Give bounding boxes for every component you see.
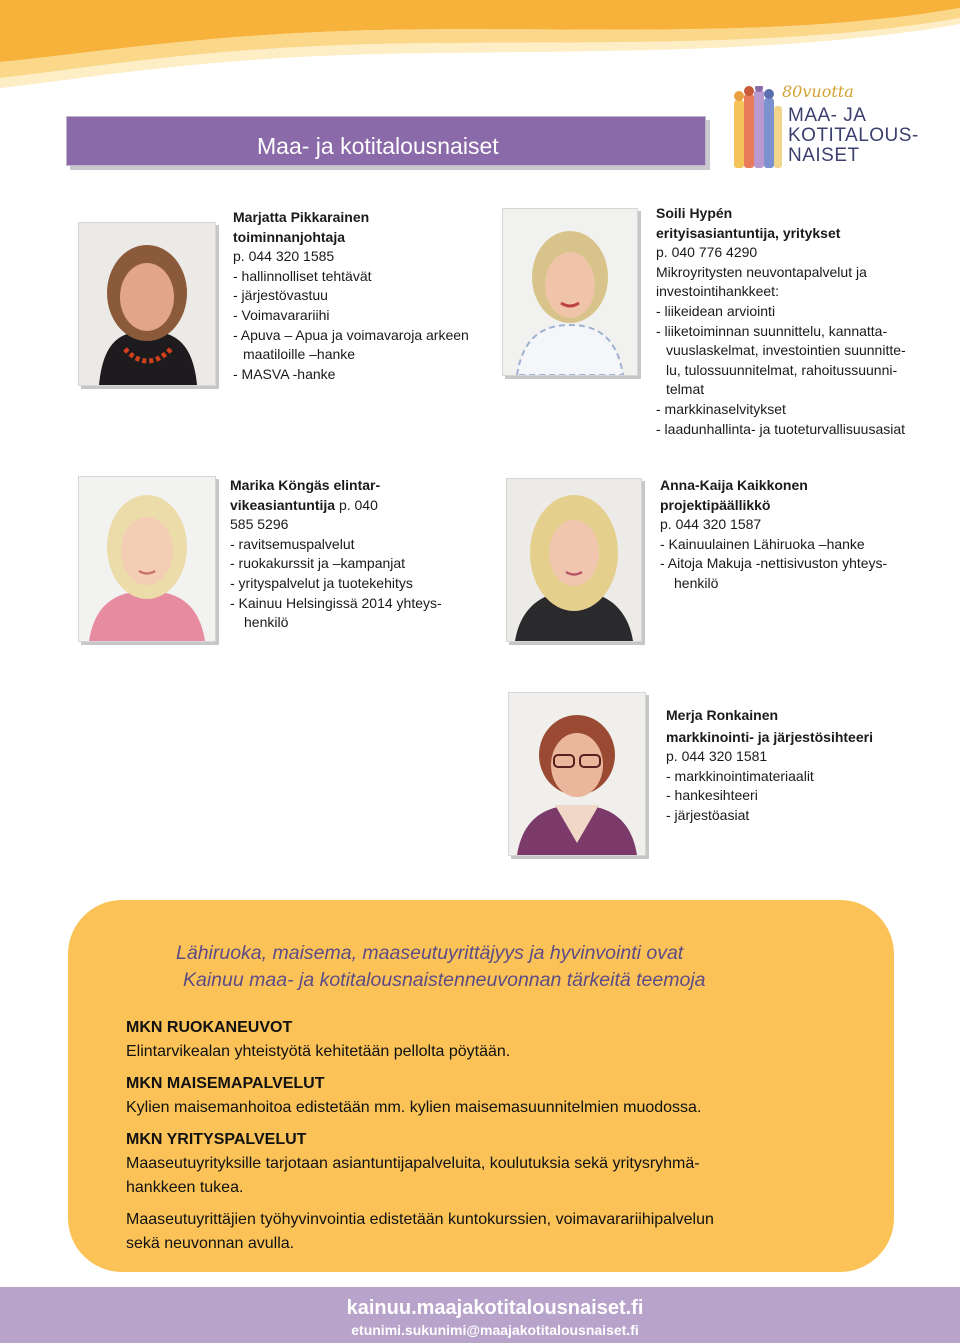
bio-item: vuuslaskelmat, investointien suunnitte- [666,342,906,359]
section-heading: MKN YRITYSPALVELUT [126,1131,307,1148]
person-role: erityisasiantuntija, yritykset [656,224,841,241]
portrait-anna-kaija [506,478,642,642]
bio-item: - ruokakurssit ja –kampanjat [230,555,406,572]
closing-line-2: sekä neuvonnan avulla. [126,1235,295,1252]
section-text: Maaseutuyrityksille tarjotaan asiantuntijapalveluita, koulutuksia sekä yritysryhmä- [126,1155,700,1172]
person-name: Marika Köngäs elintar- [230,477,381,493]
person-name: Anna-Kaija Kaikkonen [660,477,808,493]
bio-item: - hankesihteeri [666,787,758,804]
person-phone: p. 044 320 1581 [666,748,768,765]
person-name: Merja Ronkainen [666,707,779,723]
bio-marjatta [233,208,493,384]
bio-item: - Kainuulainen Lähiruoka –hanke [660,535,865,552]
person-role: toiminnanjohtaja [233,228,345,245]
tagline-line-1: Lähiruoka, maisema, maaseutuyrittäjyys ja hyvinvointi ovat [176,942,684,964]
section-yrityspalvelut [126,1128,700,1200]
person-role: projektipäällikkö [660,496,771,513]
bio-item: - MASVA -hanke [233,365,336,382]
bio-item: henkilö [244,614,289,631]
email-format: etunimi.sukunimi@maajakotitalousnaiset.fi [351,1322,639,1338]
bio-item: - järjestövastuu [233,287,328,304]
portrait-marjatta [78,222,216,386]
section-heading: MKN MAISEMAPALVELUT [126,1075,325,1092]
person-phone: p. 044 320 1585 [233,248,335,265]
bio-item: - liikeidean arviointi [656,302,776,319]
bio-item: investointihankkeet: [656,283,779,300]
bio-item: maatiloille –hanke [243,346,356,363]
bio-item: - laadunhallinta- ja tuoteturvallisuusasiat [656,420,906,437]
bio-item: telmat [666,381,705,398]
bio-anna-kaija [660,476,930,594]
bio-item: Mikroyritysten neuvontapalvelut ja [656,263,867,280]
website-link[interactable]: kainuu.maajakotitalousnaiset.fi [346,1297,644,1319]
bio-item: - ravitsemuspalvelut [230,535,355,552]
logo-figures-icon [728,86,786,172]
portrait-merja [508,692,646,856]
bio-item: - Kainuu Helsingissä 2014 yhteys- [230,594,442,611]
person-phone: p. 040 776 4290 [656,244,758,261]
portrait-marika [78,476,216,642]
section-ruokaneuvot [126,1016,510,1064]
bio-item: - Aitoja Makuja -nettisivuston yhteys- [660,555,888,572]
person-role: vikeasiantuntija [230,496,336,513]
tagline [176,940,816,994]
bio-item: - Voimavarariihi [233,306,330,323]
title-banner [66,116,706,166]
person-name: Marjatta Pikkarainen [233,209,370,225]
bio-soili [656,204,946,439]
person-phone: p. 044 320 1587 [660,516,762,533]
bio-item: - liiketoiminnan suunnittelu, kannatta- [656,322,888,339]
bio-item: lu, tulossuunnitelmat, rahoitussuunni- [666,361,898,378]
section-text-cont: hankkeen tukea. [126,1179,244,1196]
bio-marika [230,476,480,633]
bio-item: - yrityspalvelut ja tuotekehitys [230,574,413,591]
section-heading: MKN RUOKANEUVOT [126,1019,293,1036]
page-title: Maa- ja kotitalousnaiset [257,133,499,159]
logo-line-3: NAISET [788,145,860,166]
bio-merja [666,706,926,826]
portrait-soili [502,208,638,376]
bio-item: - Apuva – Apua ja voimavaroja arkeen [233,326,469,343]
themes-panel [68,900,894,1272]
bio-item: - markkinointimateriaalit [666,767,814,784]
closing-text [126,1208,714,1256]
bio-item: henkilö [674,574,719,591]
section-text: Elintarvikealan yhteistyötä kehitetään pellolta pöytään. [126,1043,511,1060]
bio-item: - järjestöasiat [666,806,750,823]
bio-item: - hallinnolliset tehtävät [233,267,372,284]
person-phone: p. 040 [338,496,378,513]
logo-line-2: KOTITALOUS- [788,125,919,146]
person-role: markkinointi- ja järjestösihteeri [666,728,873,745]
person-name: Soili Hypén [656,205,733,221]
person-phone-cont: 585 5296 [230,516,289,533]
section-maisemapalvelut [126,1072,701,1120]
logo-anniversary: 80vuotta [782,82,854,101]
closing-line-1: Maaseutuyrittäjien työhyvinvointia edistetään kuntokurssien, voimavarariihipalvelun [126,1211,714,1228]
logo-line-1: MAA- JA [788,105,867,126]
tagline-line-2: Kainuu maa- ja kotitalousnaistenneuvonnan tärkeitä teemoja [183,969,706,991]
section-text: Kylien maisemanhoitoa edistetään mm. kylien maisemasuunnitelmien muodossa. [126,1099,702,1116]
organization-logo [728,84,928,172]
bio-item: - markkinaselvitykset [656,400,786,417]
footer [0,1287,960,1343]
